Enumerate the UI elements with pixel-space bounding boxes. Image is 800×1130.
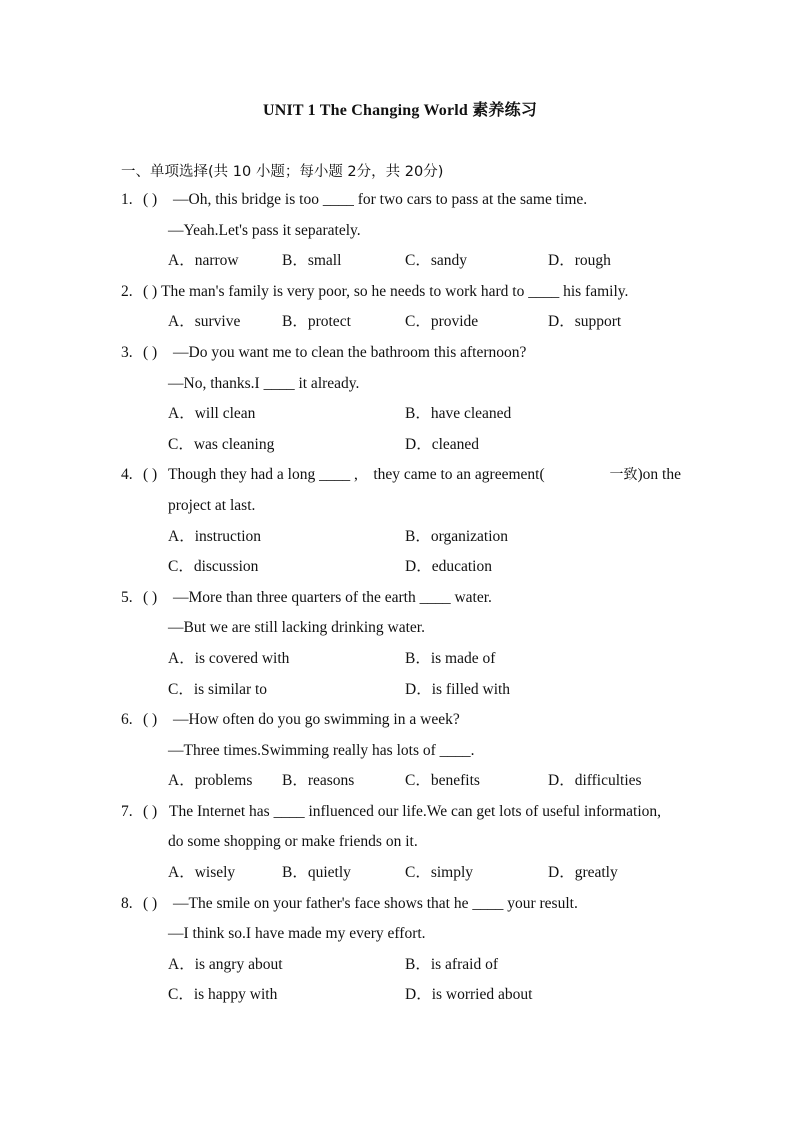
option-b: B．quietly: [282, 864, 351, 882]
question-stem-continued: project at last.: [168, 496, 256, 514]
options-row: [121, 557, 681, 588]
answer-blank: ( ): [143, 802, 158, 820]
question-stem: The man's family is very poor, so he needs to work hard to ____ his family.: [161, 282, 629, 300]
question-number: 7.: [121, 802, 133, 820]
options-row: [121, 985, 681, 1016]
option-c: C．is happy with: [168, 986, 278, 1004]
question-reply: —Yeah.Let's pass it separately.: [168, 221, 361, 239]
question-6: [121, 710, 681, 802]
question-reply: —No, thanks.I ____ it already.: [168, 374, 360, 392]
options-row: [121, 863, 681, 894]
answer-blank: ( ): [143, 343, 158, 361]
question-7: [121, 802, 681, 894]
option-d: D．is filled with: [405, 680, 511, 698]
question-8: [121, 894, 681, 1016]
option-a: A．is angry about: [168, 955, 283, 973]
question-reply: —I think so.I have made my every effort.: [168, 925, 426, 943]
option-a: A．instruction: [168, 527, 262, 545]
option-b: B．is made of: [405, 649, 496, 667]
option-a: A．survive: [168, 313, 241, 331]
option-d: D．is worried about: [405, 986, 533, 1004]
options-row: [121, 955, 681, 986]
question-list: [121, 190, 681, 1016]
page-title: UNIT 1 The Changing World 素养练习: [262, 102, 538, 119]
option-b: B．organization: [405, 527, 509, 545]
option-b: B．have cleaned: [405, 405, 512, 423]
answer-blank: ( ): [143, 711, 158, 729]
question-stem-continued: do some shopping or make friends on it.: [168, 833, 418, 851]
question-number: 6.: [121, 711, 133, 729]
answer-blank: ( ): [143, 588, 158, 606]
question-stem: Though they had a long ____ , they came to an agreement( 一致)on the: [168, 466, 681, 484]
option-a: A．will clean: [168, 405, 256, 423]
options-row: [121, 771, 681, 802]
question-2: [121, 282, 681, 343]
question-number: 4.: [121, 466, 133, 484]
question-reply: —But we are still lacking drinking water.: [168, 619, 425, 637]
option-c: C．provide: [405, 313, 479, 331]
option-b: B．reasons: [282, 772, 355, 790]
question-stem: —Oh, this bridge is too ____ for two cars to pass at the same time.: [173, 191, 588, 208]
options-row: [121, 251, 681, 282]
option-a: A．wisely: [168, 864, 236, 882]
question-number: 5.: [121, 588, 133, 606]
question-number: 1.: [121, 191, 133, 208]
question-number: 8.: [121, 894, 133, 912]
options-row: [121, 312, 681, 343]
options-row: [121, 404, 681, 435]
answer-blank: ( ): [143, 191, 158, 208]
question-number: 2.: [121, 282, 133, 300]
answer-blank: ( ): [143, 466, 158, 484]
option-d: D．education: [405, 558, 492, 576]
option-b: B．small: [282, 252, 342, 270]
option-d: D．rough: [548, 252, 611, 270]
question-stem: —How often do you go swimming in a week?: [173, 711, 460, 729]
option-b: B．is afraid of: [405, 955, 498, 973]
question-reply: —Three times.Swimming really has lots of ____.: [168, 741, 475, 759]
question-4: [121, 465, 681, 587]
question-stem: —More than three quarters of the earth ____ water.: [173, 588, 492, 606]
question-3: [121, 343, 681, 465]
option-c: C．discussion: [168, 558, 259, 576]
question-stem: —The smile on your father's face shows that he ____ your result.: [173, 894, 578, 912]
option-c: C．was cleaning: [168, 435, 275, 453]
question-1: [121, 190, 681, 282]
answer-blank: ( ): [143, 894, 158, 912]
option-b: B．protect: [282, 313, 351, 331]
section-heading: 一、单项选择(共 10 小题；每小题 2分，共 20分): [121, 164, 444, 180]
option-d: D．greatly: [548, 864, 618, 882]
option-a: A．narrow: [168, 252, 239, 270]
question-number: 3.: [121, 343, 133, 361]
answer-blank: ( ): [143, 282, 158, 300]
options-row: [121, 435, 681, 466]
option-c: C．is similar to: [168, 680, 268, 698]
option-d: D．support: [548, 313, 622, 331]
option-d: D．cleaned: [405, 435, 480, 453]
options-row: [121, 527, 681, 558]
option-a: A．is covered with: [168, 649, 290, 667]
option-c: C．simply: [405, 864, 474, 882]
question-stem: —Do you want me to clean the bathroom this afternoon?: [173, 343, 527, 361]
option-c: C．benefits: [405, 772, 480, 790]
option-a: A．problems: [168, 772, 253, 790]
option-c: C．sandy: [405, 252, 468, 270]
options-row: [121, 680, 681, 711]
question-stem: The Internet has ____ influenced our life.We can get lots of useful information,: [169, 802, 662, 820]
options-row: [121, 649, 681, 680]
option-d: D．difficulties: [548, 772, 642, 790]
question-5: [121, 588, 681, 710]
